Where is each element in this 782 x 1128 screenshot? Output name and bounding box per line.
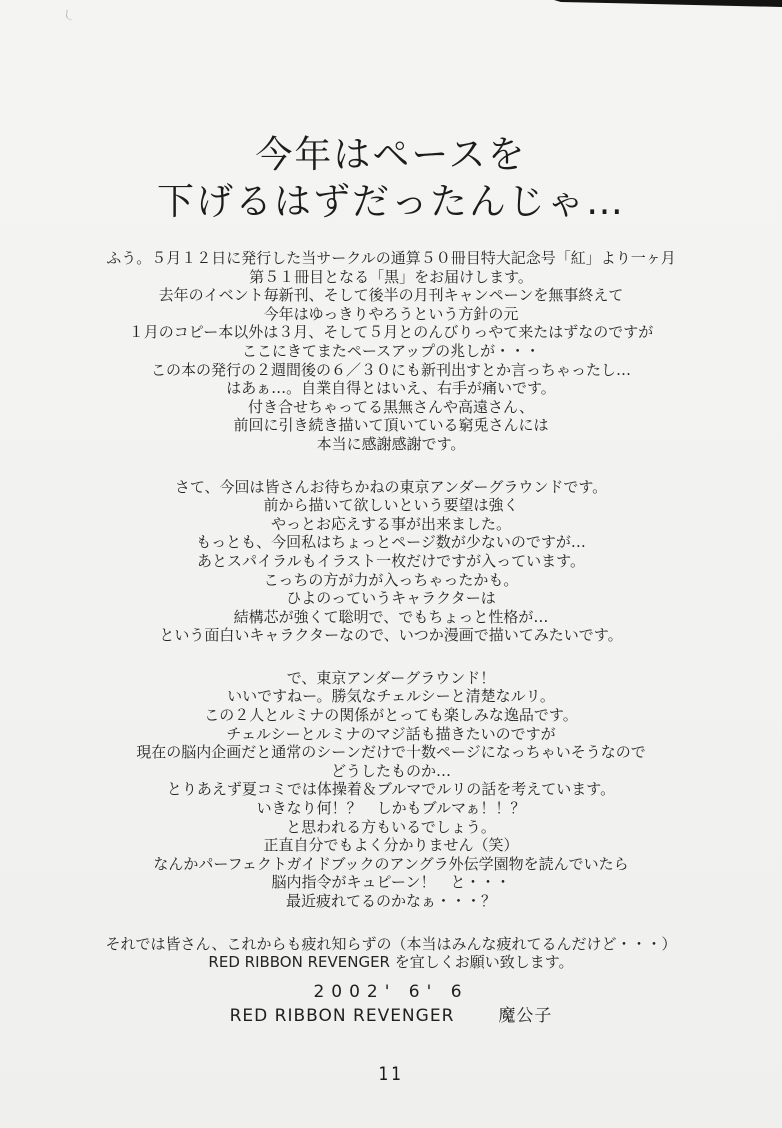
text-line: チェルシーとルミナのマジ話も描きたいのですが [226,724,556,743]
text-line: ふう。５月１２日に発行した当サークルの通算５０冊目特大記念号「紅」より一ヶ月 [106,249,676,267]
text-line: 正直自分でもよく分かりません（笑） [263,836,519,855]
text-line: どうしたものか… [330,761,451,780]
text-line: いいですねー。勝気なチェルシーと清楚なルリ。 [227,687,555,706]
text-line: 脳内指令がキュピーン！ と・・・ [271,873,511,892]
text-line: この２人とルミナの関係がとっても楽しみな逸品です。 [204,706,578,725]
signature-line [0,1005,782,1027]
text-line: という面白いキャラクターなので、いつか漫画で描いてみたいです。 [159,626,623,645]
page-number: 11 [378,1062,404,1085]
text-line: １月のコピー本以外は３月、そして５月とのんびりっやて来たはずなのですが [128,323,654,342]
text-line: 今年はゆっきりやろうという方針の元 [263,304,519,323]
text-line: 去年のイベント毎新刊、そして後半の月刊キャンペーンを無事終えて [158,286,624,305]
paragraph [36,669,746,911]
scan-noise-speck [65,10,73,21]
text-line: 現在の脳内企画だと通常のシーンだけで十数ページになっちゃいそうなので [136,743,646,762]
text-line: で、東京アンダーグラウンド！ [286,668,496,687]
text-line: こっちの方が力が入っちゃったかも。 [263,570,519,589]
text-line: ひよのっていうキャラクターは [286,589,496,608]
page-title-line-2: 下げるはずだったんじゃ… [157,180,625,223]
text-line: この本の発行の２週間後の６／３０にも新刊出すとか言っちゃったし… [150,360,631,379]
circle-name: RED RIBBON REVENGER [229,1006,455,1026]
text-line: 結構芯が強くて聡明で、でもちょっと性格が… [233,607,549,626]
signature-date: 2002' 6' 6 [313,982,469,1002]
scan-edge-artifact [554,0,782,7]
text-line: あとスパイラルもイラスト一枚だけですが入っています。 [197,551,585,570]
text-line: もっとも、今回私はちょっとページ数が少ないのですが… [196,533,586,552]
text-line: いきなり何！？ しかもブルマぁ！！？ [256,799,526,818]
text-line: なんかパーフェクトガイドブックのアングラ外伝学園物を読んでいたら [153,854,629,873]
text-line: 本当に感謝感謝です。 [316,434,466,453]
text-line: 前回に引き続き描いて頂いている窮兎さんには [233,416,549,435]
page-title-line-1: 今年はペースを [255,133,527,176]
text-line: ここにきてまたペースアップの兆しが・・・ [241,341,541,360]
page-title [0,131,782,225]
text-line: 付き合せちゃってる黒無さんや高遠さん、 [248,397,534,416]
text-line: RED RIBBON REVENGER を宜しくお願い致します。 [208,953,574,972]
paragraph [36,478,746,645]
afterword-body-text [36,249,746,972]
text-line: と思われる方もいるでしょう。 [286,817,496,836]
text-line: 第５１冊目となる「黒」をお届けします。 [249,267,533,286]
author-name: 魔公子 [498,1006,553,1026]
text-line: やっとお応えする事が出来ました。 [270,514,511,533]
signature-block [0,982,782,1027]
text-line: はあぁ…。自業自得とはいえ、右手が痛いです。 [226,379,556,398]
text-line: それでは皆さん、これからも疲れ知らずの（本当はみんな疲れてるんだけど・・・） [105,934,677,953]
text-line: さて、今回は皆さんお待ちかねの東京アンダーグラウンドです。 [174,477,608,496]
paragraph [36,935,746,972]
text-line: 前から描いて欲しいという要望は強く [263,496,519,515]
paragraph [36,249,746,454]
text-line: とりあえず夏コミでは体操着＆ブルマでルリの話を考えています。 [166,780,616,799]
text-line: 最近疲れてるのかなぁ・・・？ [285,892,496,910]
